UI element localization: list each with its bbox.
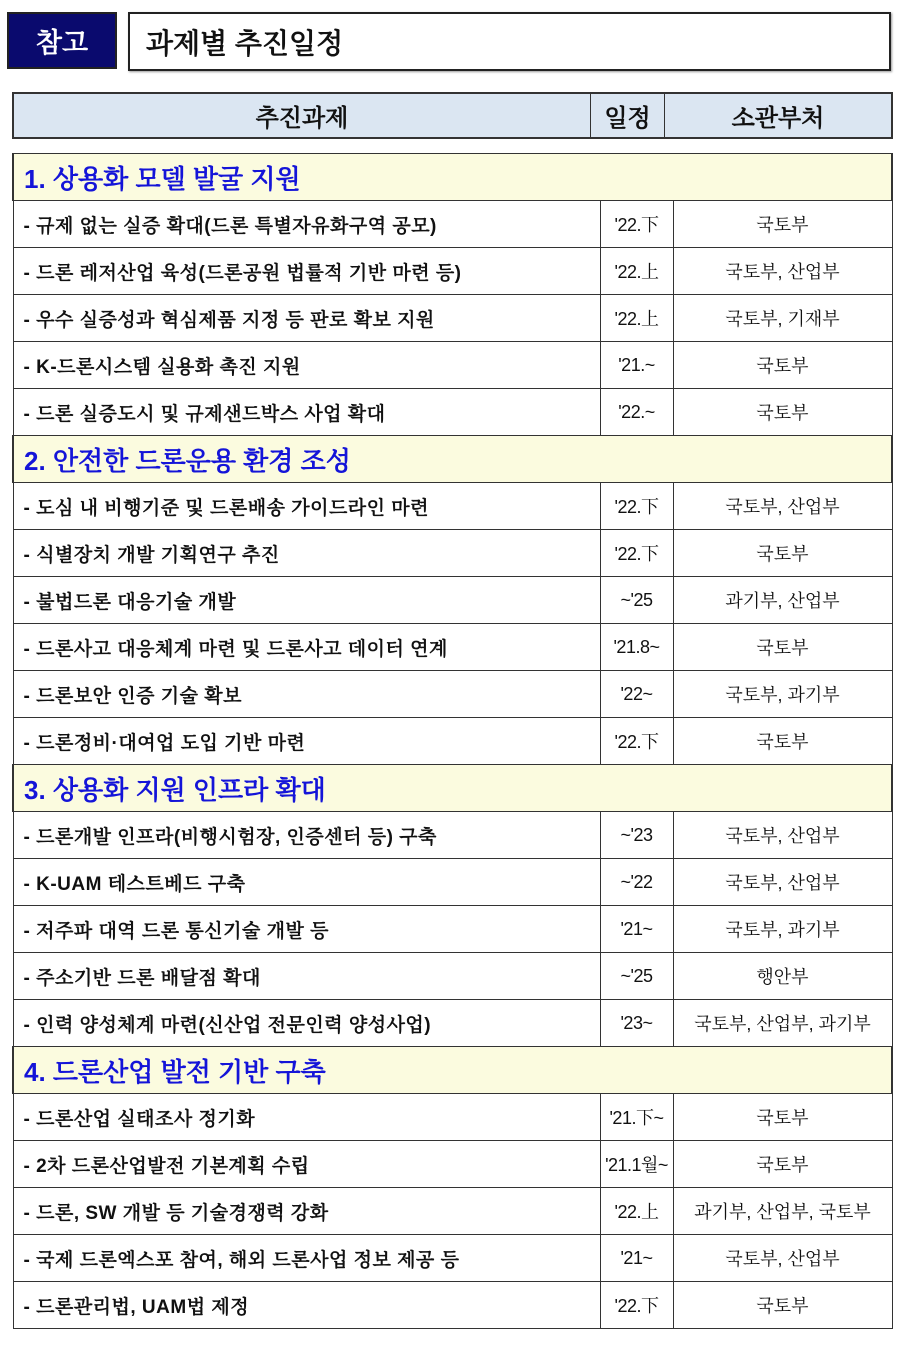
task-cell: - 드론 실증도시 및 규제샌드박스 사업 확대 bbox=[13, 389, 600, 436]
section-row bbox=[13, 436, 892, 483]
dept-cell: 국토부, 산업부 bbox=[673, 812, 892, 859]
schedule-table bbox=[12, 153, 893, 1329]
table-row bbox=[13, 906, 892, 953]
column-header-task: 추진과제 bbox=[14, 94, 591, 137]
section-row bbox=[13, 765, 892, 812]
section-title: 2. 안전한 드론운용 환경 조성 bbox=[13, 436, 892, 483]
task-cell: - K-UAM 테스트베드 구축 bbox=[13, 859, 600, 906]
task-cell: - 2차 드론산업발전 기본계획 수립 bbox=[13, 1141, 600, 1188]
table-row bbox=[13, 530, 892, 577]
dept-cell: 국토부, 과기부 bbox=[673, 671, 892, 718]
table-header bbox=[12, 92, 893, 139]
task-cell: - 도심 내 비행기준 및 드론배송 가이드라인 마련 bbox=[13, 483, 600, 530]
table-row bbox=[13, 1000, 892, 1047]
table-row bbox=[13, 624, 892, 671]
date-cell: '21.1월~ bbox=[600, 1141, 673, 1188]
section-title: 3. 상용화 지원 인프라 확대 bbox=[13, 765, 892, 812]
date-cell: ~'23 bbox=[600, 812, 673, 859]
date-cell: ~'22 bbox=[600, 859, 673, 906]
table-row bbox=[13, 295, 892, 342]
dept-cell: 국토부 bbox=[673, 624, 892, 671]
dept-cell: 국토부 bbox=[673, 530, 892, 577]
reference-tag: 참고 bbox=[7, 12, 117, 69]
dept-cell: 국토부, 산업부, 과기부 bbox=[673, 1000, 892, 1047]
date-cell: '21.~ bbox=[600, 342, 673, 389]
task-cell: - 드론, SW 개발 등 기술경쟁력 강화 bbox=[13, 1188, 600, 1235]
dept-cell: 과기부, 산업부 bbox=[673, 577, 892, 624]
column-header-dept: 소관부처 bbox=[731, 105, 825, 132]
dept-cell: 과기부, 산업부, 국토부 bbox=[673, 1188, 892, 1235]
dept-cell: 국토부, 기재부 bbox=[673, 295, 892, 342]
date-cell: '21~ bbox=[600, 906, 673, 953]
dept-cell: 행안부 bbox=[673, 953, 892, 1000]
section-title: 4. 드론산업 발전 기반 구축 bbox=[13, 1047, 892, 1094]
task-cell: - 주소기반 드론 배달점 확대 bbox=[13, 953, 600, 1000]
dept-cell: 국토부 bbox=[673, 389, 892, 436]
task-cell: - 불법드론 대응기술 개발 bbox=[13, 577, 600, 624]
section-row bbox=[13, 154, 892, 201]
dept-cell: 국토부, 산업부 bbox=[673, 248, 892, 295]
table-row bbox=[13, 1188, 892, 1235]
date-cell: ~'25 bbox=[600, 953, 673, 1000]
table-row bbox=[13, 1094, 892, 1141]
page-title: 과제별 추진일정 bbox=[128, 12, 891, 71]
date-cell: '23~ bbox=[600, 1000, 673, 1047]
section-title: 1. 상용화 모델 발굴 지원 bbox=[13, 154, 892, 201]
date-cell: '22.下 bbox=[600, 1282, 673, 1329]
table-row bbox=[13, 342, 892, 389]
table-row bbox=[13, 812, 892, 859]
date-cell: ~'25 bbox=[600, 577, 673, 624]
dept-cell: 국토부 bbox=[673, 1282, 892, 1329]
task-cell: - 드론 레저산업 육성(드론공원 법률적 기반 마련 등) bbox=[13, 248, 600, 295]
table-row bbox=[13, 389, 892, 436]
date-cell: '21.下~ bbox=[600, 1094, 673, 1141]
table-row bbox=[13, 577, 892, 624]
task-cell: - 국제 드론엑스포 참여, 해외 드론사업 정보 제공 등 bbox=[13, 1235, 600, 1282]
date-cell: '22.下 bbox=[600, 483, 673, 530]
dept-cell: 국토부, 산업부 bbox=[673, 483, 892, 530]
date-cell: '21.8~ bbox=[600, 624, 673, 671]
date-cell: '22.下 bbox=[600, 530, 673, 577]
date-cell: '22.~ bbox=[600, 389, 673, 436]
date-cell: '22.下 bbox=[600, 201, 673, 248]
task-cell: - 드론정비·대여업 도입 기반 마련 bbox=[13, 718, 600, 765]
task-cell: - 드론관리법, UAM법 제정 bbox=[13, 1282, 600, 1329]
dept-cell: 국토부 bbox=[673, 201, 892, 248]
dept-cell: 국토부 bbox=[673, 1094, 892, 1141]
dept-cell: 국토부 bbox=[673, 718, 892, 765]
date-cell: '21~ bbox=[600, 1235, 673, 1282]
table-row bbox=[13, 859, 892, 906]
dept-cell: 국토부, 산업부 bbox=[673, 859, 892, 906]
dept-cell: 국토부 bbox=[673, 342, 892, 389]
dept-cell: 국토부, 산업부 bbox=[673, 1235, 892, 1282]
table-row bbox=[13, 671, 892, 718]
task-cell: - 드론개발 인프라(비행시험장, 인증센터 등) 구축 bbox=[13, 812, 600, 859]
task-cell: - 인력 양성체계 마련(신산업 전문인력 양성사업) bbox=[13, 1000, 600, 1047]
task-cell: - 규제 없는 실증 확대(드론 특별자유화구역 공모) bbox=[13, 201, 600, 248]
column-header-date: 일정 bbox=[591, 94, 665, 137]
date-cell: '22.上 bbox=[600, 1188, 673, 1235]
dept-cell: 국토부 bbox=[673, 1141, 892, 1188]
task-cell: - 드론보안 인증 기술 확보 bbox=[13, 671, 600, 718]
date-cell: '22.上 bbox=[600, 295, 673, 342]
task-cell: - 드론사고 대응체계 마련 및 드론사고 데이터 연계 bbox=[13, 624, 600, 671]
table-row bbox=[13, 953, 892, 1000]
date-cell: '22.上 bbox=[600, 248, 673, 295]
table-row bbox=[13, 201, 892, 248]
date-cell: '22.下 bbox=[600, 718, 673, 765]
table-row bbox=[13, 483, 892, 530]
task-cell: - K-드론시스템 실용화 촉진 지원 bbox=[13, 342, 600, 389]
task-cell: - 저주파 대역 드론 통신기술 개발 등 bbox=[13, 906, 600, 953]
section-row bbox=[13, 1047, 892, 1094]
task-cell: - 우수 실증성과 혁심제품 지정 등 판로 확보 지원 bbox=[13, 295, 600, 342]
task-cell: - 식별장치 개발 기획연구 추진 bbox=[13, 530, 600, 577]
table-row bbox=[13, 718, 892, 765]
date-cell: '22~ bbox=[600, 671, 673, 718]
table-row bbox=[13, 248, 892, 295]
table-row bbox=[13, 1141, 892, 1188]
task-cell: - 드론산업 실태조사 정기화 bbox=[13, 1094, 600, 1141]
table-row bbox=[13, 1282, 892, 1329]
dept-cell: 국토부, 과기부 bbox=[673, 906, 892, 953]
table-row bbox=[13, 1235, 892, 1282]
